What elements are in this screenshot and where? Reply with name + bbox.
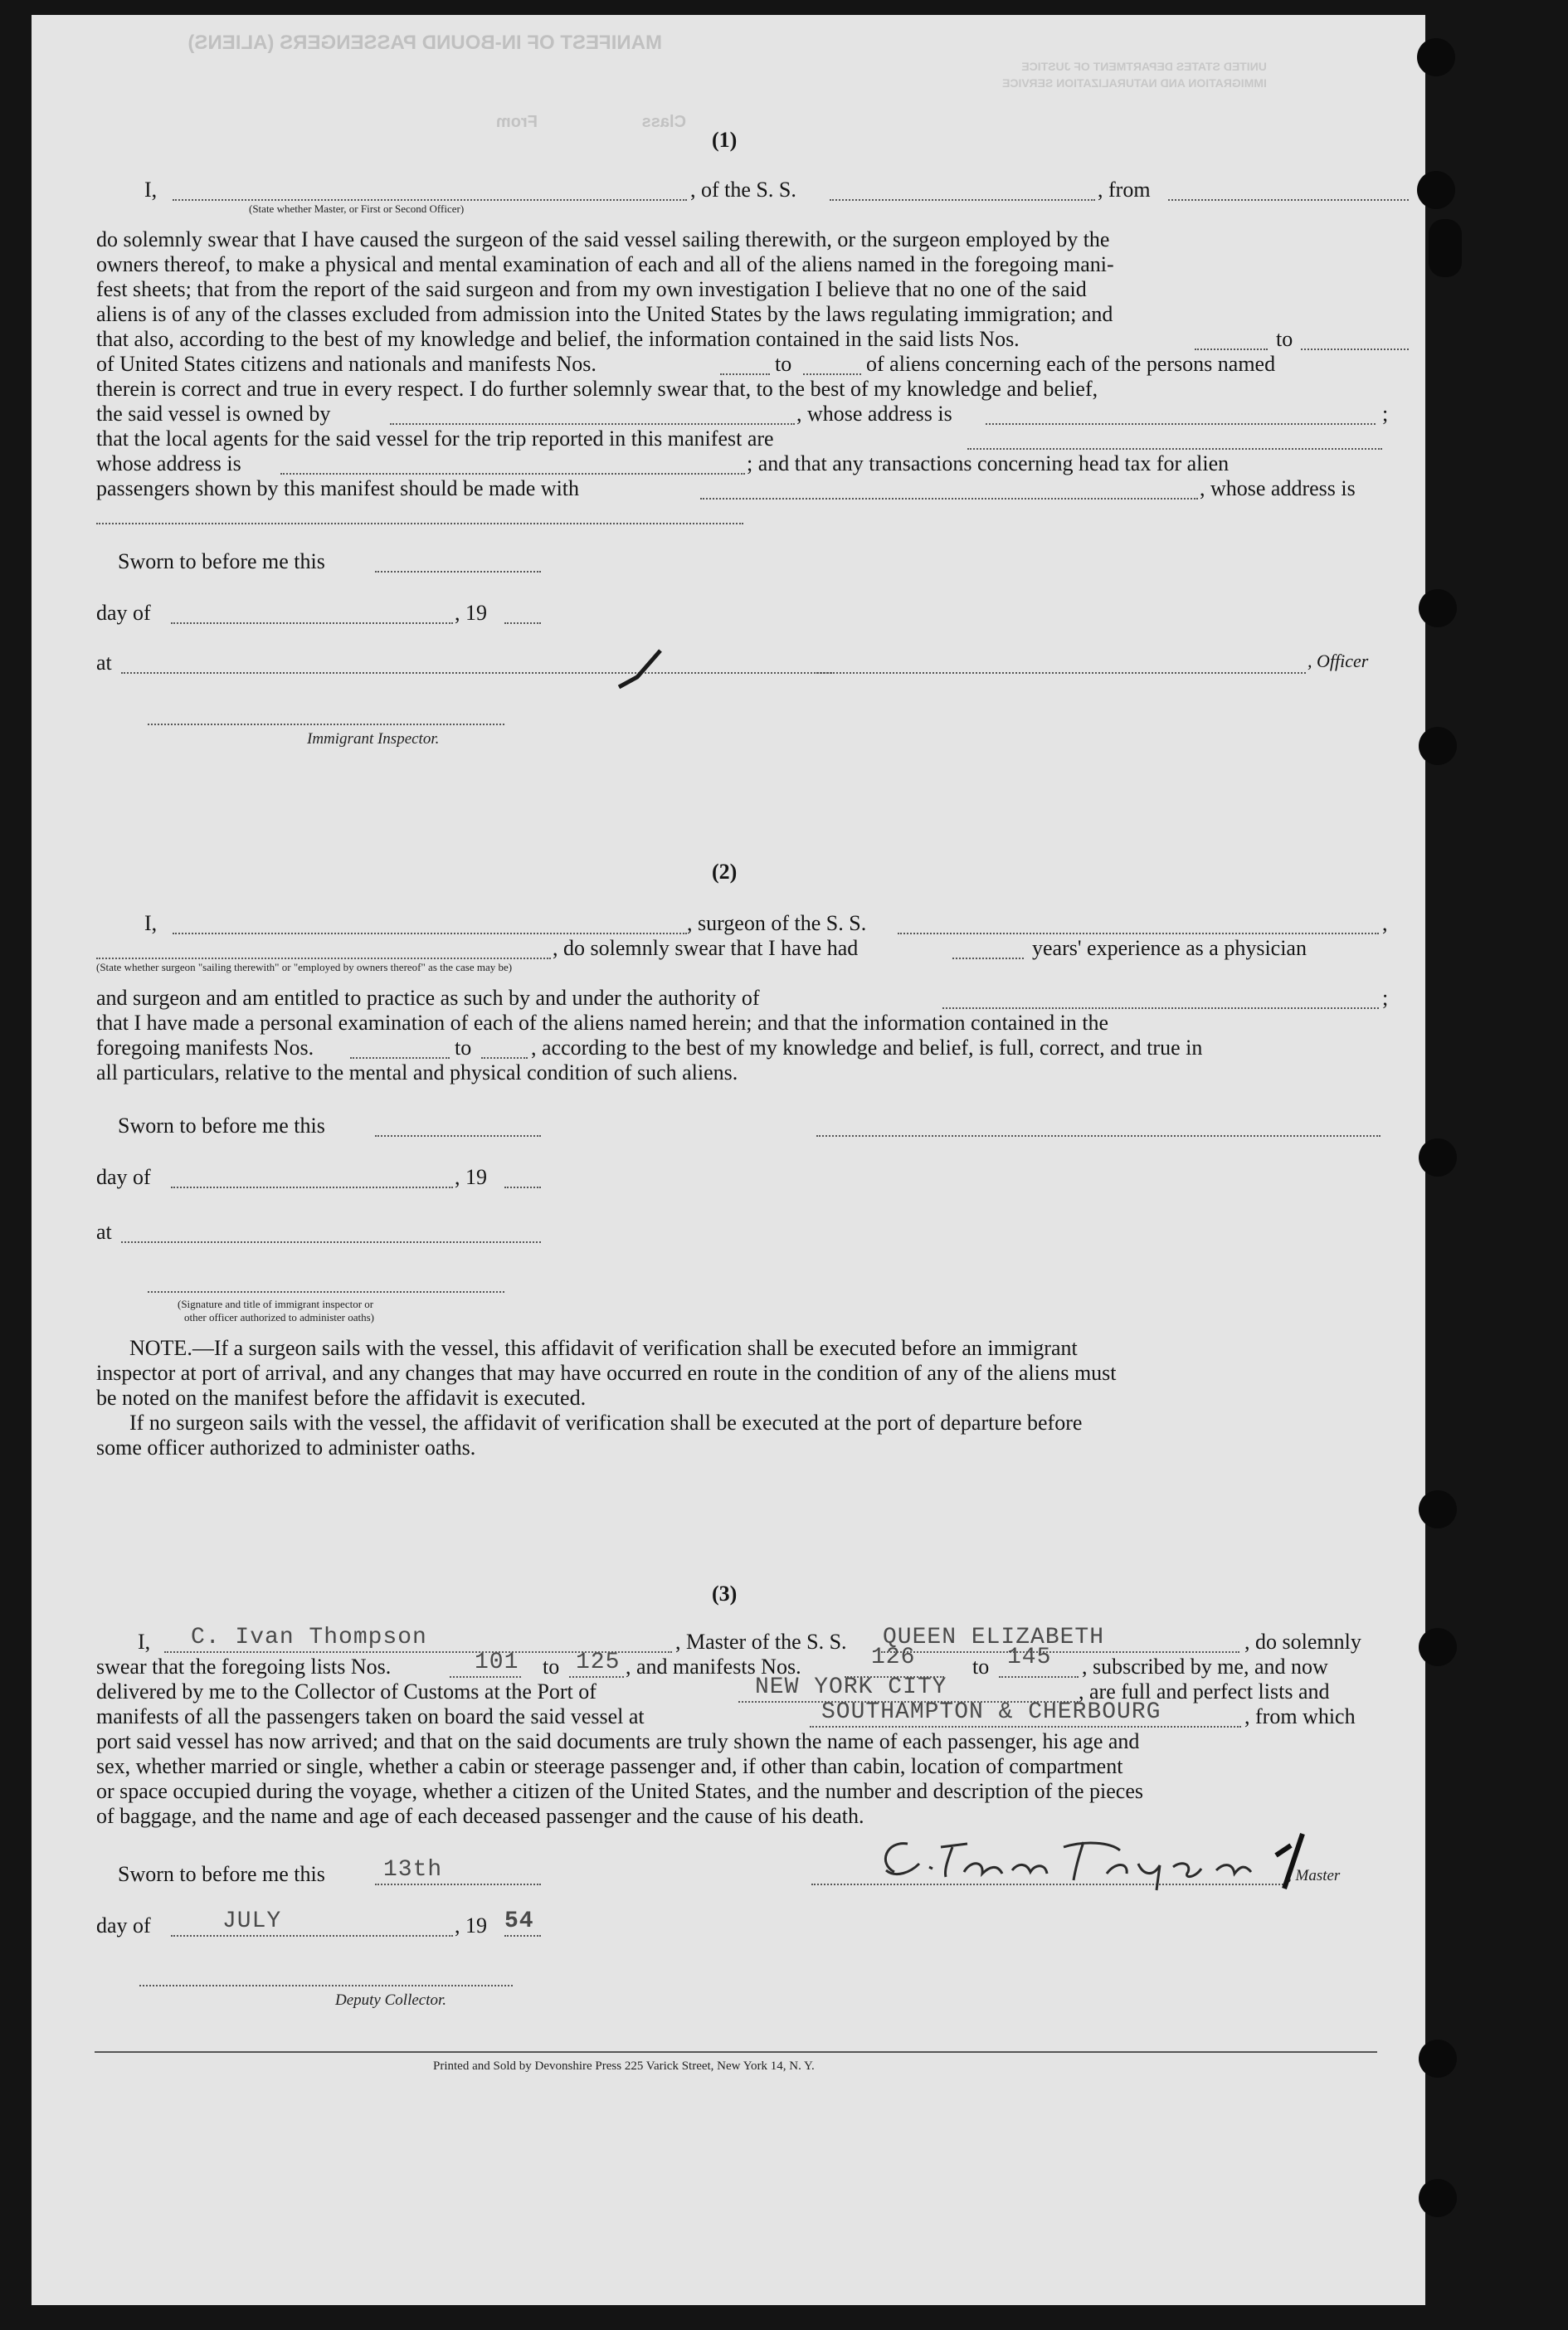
punch-hole: [1419, 2179, 1457, 2217]
s1-inspector-field: [148, 724, 504, 725]
s2-note-3: be noted on the manifest before the affidavit is executed.: [96, 1386, 587, 1410]
s2-years-field: [952, 958, 1024, 959]
s1-at-field: [121, 672, 835, 674]
s1-lists-from-field: [1195, 349, 1268, 350]
bleed-through-class: [496, 113, 686, 132]
s2-particulars: all particulars, relative to the mental and physical condition of such aliens.: [96, 1060, 738, 1085]
s3-list-from-field: [450, 1676, 521, 1678]
s1-line-8: the said vessel is owned by: [96, 402, 331, 426]
s2-day-of: day of: [96, 1165, 151, 1189]
s1-line-11: passengers shown by this manifest should be made with: [96, 476, 580, 500]
s1-owner-field: [390, 423, 795, 425]
s1-from-label: , from: [1098, 178, 1151, 202]
s3-sworn-field: [375, 1884, 541, 1885]
s1-from-field: [1168, 199, 1409, 201]
s1-ship-field: [830, 199, 1095, 201]
bleed-title: MANIFEST OF IN-BOUND PASSENGERS (ALIENS): [187, 32, 662, 54]
s2-day-field: [171, 1187, 453, 1188]
s1-officer: , Officer: [1307, 651, 1369, 671]
s3-year-suffix: 54: [504, 1908, 534, 1934]
s3-do-solemnly: , do solemnly: [1244, 1630, 1361, 1654]
s3-day-of: day of: [96, 1913, 151, 1938]
s3-departure: SOUTHAMPTON & CHERBOURG: [821, 1699, 1161, 1725]
s2-sworn: Sworn to before me this: [118, 1114, 325, 1138]
s3-i-label: I,: [138, 1630, 151, 1654]
s2-note-4: If no surgeon sails with the vessel, the affidavit of verification shall be executed at the port of departure before: [129, 1411, 1083, 1435]
s3-list-to-field: [569, 1676, 624, 1678]
s1-line-10: whose address is: [96, 451, 241, 475]
punch-hole: [1419, 589, 1457, 627]
s1-nineteen: , 19: [455, 601, 487, 625]
s2-year-field: [504, 1187, 541, 1188]
s3-month: JULY: [222, 1908, 282, 1934]
footer-printer: Printed and Sold by Devonshire Press 225 Varick Street, New York 14, N. Y.: [433, 2059, 815, 2073]
s3-and-manifests: , and manifests Nos.: [626, 1655, 801, 1679]
s3-list-to: 125: [576, 1650, 621, 1675]
footer-rule: [95, 2051, 1377, 2053]
s2-signature-field: [816, 1135, 1381, 1137]
s3-delivered: delivered by me to the Collector of Customs at the Port of: [96, 1679, 597, 1704]
s1-lists-to-field: [1301, 349, 1409, 350]
s1-agents-field: [967, 448, 1382, 450]
s3-swear-lists: swear that the foregoing lists Nos.: [96, 1655, 392, 1679]
bleed-through-header: [187, 32, 662, 55]
s1-day-field: [171, 622, 453, 624]
s3-body-4: of baggage, and the name and age of each deceased passenger and the cause of his death.: [96, 1804, 864, 1828]
bleed-agency: UNITED STATES DEPARTMENT OF JUSTICE: [1021, 60, 1267, 73]
s1-inspector: Immigrant Inspector.: [307, 730, 440, 748]
s3-master-suffix: , Master: [1288, 1867, 1341, 1884]
bleed-service: IMMIGRATION AND NATURALIZATION SERVICE: [1002, 76, 1267, 90]
s2-employment-field: [96, 958, 551, 959]
s1-of-ss: , of the S. S.: [690, 178, 796, 202]
s1-year-field: [504, 622, 541, 624]
s1-agents-address-field: [280, 473, 745, 475]
s1-and-that: ; and that any transactions concerning head tax for alien: [747, 451, 1230, 475]
s3-month-field: [171, 1935, 453, 1937]
bleed-from-label: From: [496, 113, 538, 131]
s2-signature-hint-2: other officer authorized to administer oaths): [184, 1311, 374, 1323]
s1-manifests-from-field: [720, 373, 770, 375]
manifest-page: [32, 15, 1425, 2305]
s3-body-2: sex, whether married or single, whether a cabin or steerage passenger and, if other than cabin, location of compartment: [96, 1754, 1123, 1778]
s1-owner-address-field: [986, 423, 1376, 425]
s2-inspector-field: [148, 1291, 504, 1293]
punch-hole: [1417, 171, 1455, 209]
s3-nineteen: , 19: [455, 1913, 487, 1938]
s3-ship: QUEEN ELIZABETH: [883, 1625, 1105, 1650]
section-1-heading: (1): [712, 128, 738, 152]
s2-note-5: some officer authorized to administer oaths.: [96, 1436, 476, 1460]
s2-manifests-to-field: [481, 1057, 528, 1059]
s2-to: to: [455, 1036, 472, 1060]
s3-body-1: port said vessel has now arrived; and that on the said documents are truly shown the name of each passenger, his age and: [96, 1729, 1140, 1753]
s1-sworn: Sworn to before me this: [118, 549, 325, 573]
s1-at: at: [96, 651, 112, 675]
s1-head-tax-address-field: [96, 523, 743, 524]
s1-line-9: that the local agents for the said vessel for the trip reported in this manifest are: [96, 427, 774, 451]
s3-departure-field: [810, 1726, 1241, 1728]
s3-master-signature: [861, 1830, 1326, 1897]
s3-manifests-all: manifests of all the passengers taken on board the said vessel at: [96, 1704, 645, 1728]
punch-hole: [1417, 38, 1455, 76]
s3-manifest-to: 145: [1007, 1645, 1052, 1670]
s1-master-field: [173, 199, 687, 201]
s3-ship-field: [881, 1651, 1239, 1653]
section-2-heading: (2): [712, 860, 738, 884]
s1-line-2: owners thereof, to make a physical and mental examination of each and all of the aliens named in the foregoing mani-: [96, 252, 1114, 276]
s1-line-6: of United States citizens and nationals and manifests Nos.: [96, 352, 597, 376]
bleed-class-label: Class: [641, 113, 686, 131]
s3-manifest-from: 126: [871, 1645, 916, 1670]
s3-master-name: C. Ivan Thompson: [191, 1625, 427, 1650]
s2-note-1: NOTE.—If a surgeon sails with the vessel, this affidavit of verification shall be executed before an immigrant: [129, 1336, 1078, 1360]
s1-sworn-field: [375, 571, 541, 573]
s3-manifest-to-field: [999, 1676, 1079, 1678]
punch-hole: [1419, 1628, 1457, 1666]
s3-day-value: 13th: [383, 1857, 443, 1883]
s1-whose-address: , whose address is: [796, 402, 952, 426]
s1-to-2: to: [775, 352, 792, 376]
s2-and-surgeon: and surgeon and am entitled to practice as such by and under the authority of: [96, 986, 760, 1010]
s1-line-3: fest sheets; that from the report of the said surgeon and from my own investigation I believe that no one of the said: [96, 277, 1087, 301]
s3-to-1: to: [543, 1655, 560, 1679]
s3-port: NEW YORK CITY: [755, 1674, 947, 1700]
s2-surgeon-field: [173, 933, 687, 934]
s3-to-2: to: [972, 1655, 990, 1679]
s1-of-aliens: of aliens concerning each of the persons named: [866, 352, 1276, 376]
s2-sworn-field: [375, 1135, 541, 1137]
s2-do-swear: , do solemnly swear that I have had: [553, 936, 859, 960]
section-3-heading: (3): [712, 1582, 738, 1606]
s3-collector-field: [139, 1985, 513, 1986]
s2-years: years' experience as a physician: [1032, 936, 1307, 960]
s3-subscribed: , subscribed by me, and now: [1082, 1655, 1328, 1679]
s2-surgeon-hint: (State whether surgeon "sailing therewith" or "employed by owners thereof" as the case may be): [96, 961, 513, 973]
s2-foregoing: foregoing manifests Nos.: [96, 1036, 314, 1060]
s1-line-5: that also, according to the best of my knowledge and belief, the information contained in the said lists Nos.: [96, 327, 1020, 351]
s3-year-field: [504, 1935, 541, 1937]
punch-hole: [1419, 1138, 1457, 1177]
s2-ship-field: [898, 933, 1379, 934]
s2-nineteen: , 19: [455, 1165, 487, 1189]
s1-head-tax-field: [700, 498, 1198, 500]
s2-authority-field: [942, 1007, 1379, 1009]
s1-whose-address-2: , whose address is: [1200, 476, 1356, 500]
bleed-through-agency: [1002, 58, 1267, 91]
s2-at: at: [96, 1220, 112, 1244]
s2-note-2: inspector at port of arrival, and any changes that may have occurred en route in the condition of any of the aliens must: [96, 1361, 1117, 1385]
s1-line-1: do solemnly swear that I have caused the surgeon of the said vessel sailing therewith, or the surgeon employed by the: [96, 227, 1110, 251]
s3-sworn: Sworn to before me this: [118, 1862, 325, 1886]
s2-comma: ,: [1382, 911, 1388, 935]
s2-according: , according to the best of my knowledge and belief, is full, correct, and true in: [531, 1036, 1203, 1060]
punch-hole: [1419, 727, 1457, 765]
punch-hole: [1419, 1490, 1457, 1528]
s1-officer-field: [816, 672, 1306, 674]
s1-i-label: I,: [144, 178, 158, 202]
s1-to-1: to: [1276, 327, 1293, 351]
s1-semicolon: ;: [1382, 402, 1389, 426]
punch-hole: [1419, 2040, 1457, 2078]
s2-signature-hint-1: (Signature and title of immigrant inspector or: [178, 1298, 374, 1310]
s3-from-which: , from which: [1244, 1704, 1356, 1728]
s1-line-7: therein is correct and true in every respect. I do further solemnly swear that, to the best of my knowledge and belief,: [96, 377, 1098, 401]
s3-list-from: 101: [475, 1650, 519, 1675]
s1-master-hint: (State whether Master, or First or Second Officer): [249, 202, 465, 215]
s2-at-field: [121, 1241, 541, 1243]
s2-line-exam: that I have made a personal examination of each of the aliens named herein; and that the information contained in the: [96, 1011, 1109, 1035]
s1-day-of: day of: [96, 601, 151, 625]
s3-master-of: , Master of the S. S.: [675, 1630, 847, 1654]
s3-body-3: or space occupied during the voyage, whether a citizen of the United States, and the number and description of the pieces: [96, 1779, 1144, 1803]
s2-semicolon: ;: [1382, 986, 1389, 1010]
s3-collector: Deputy Collector.: [335, 1991, 447, 2009]
s1-line-4: aliens is of any of the classes excluded from admission into the United States by the laws regulating immigration; and: [96, 302, 1113, 326]
s2-manifests-from-field: [350, 1057, 450, 1059]
s3-full-perfect: , are full and perfect lists and: [1079, 1679, 1330, 1704]
punch-hole: [1429, 219, 1462, 277]
s2-i-label: I,: [144, 911, 158, 935]
s1-manifests-to-field: [803, 373, 861, 375]
s2-surgeon-of: , surgeon of the S. S.: [687, 911, 867, 935]
s1-pen-mark: [612, 644, 679, 694]
